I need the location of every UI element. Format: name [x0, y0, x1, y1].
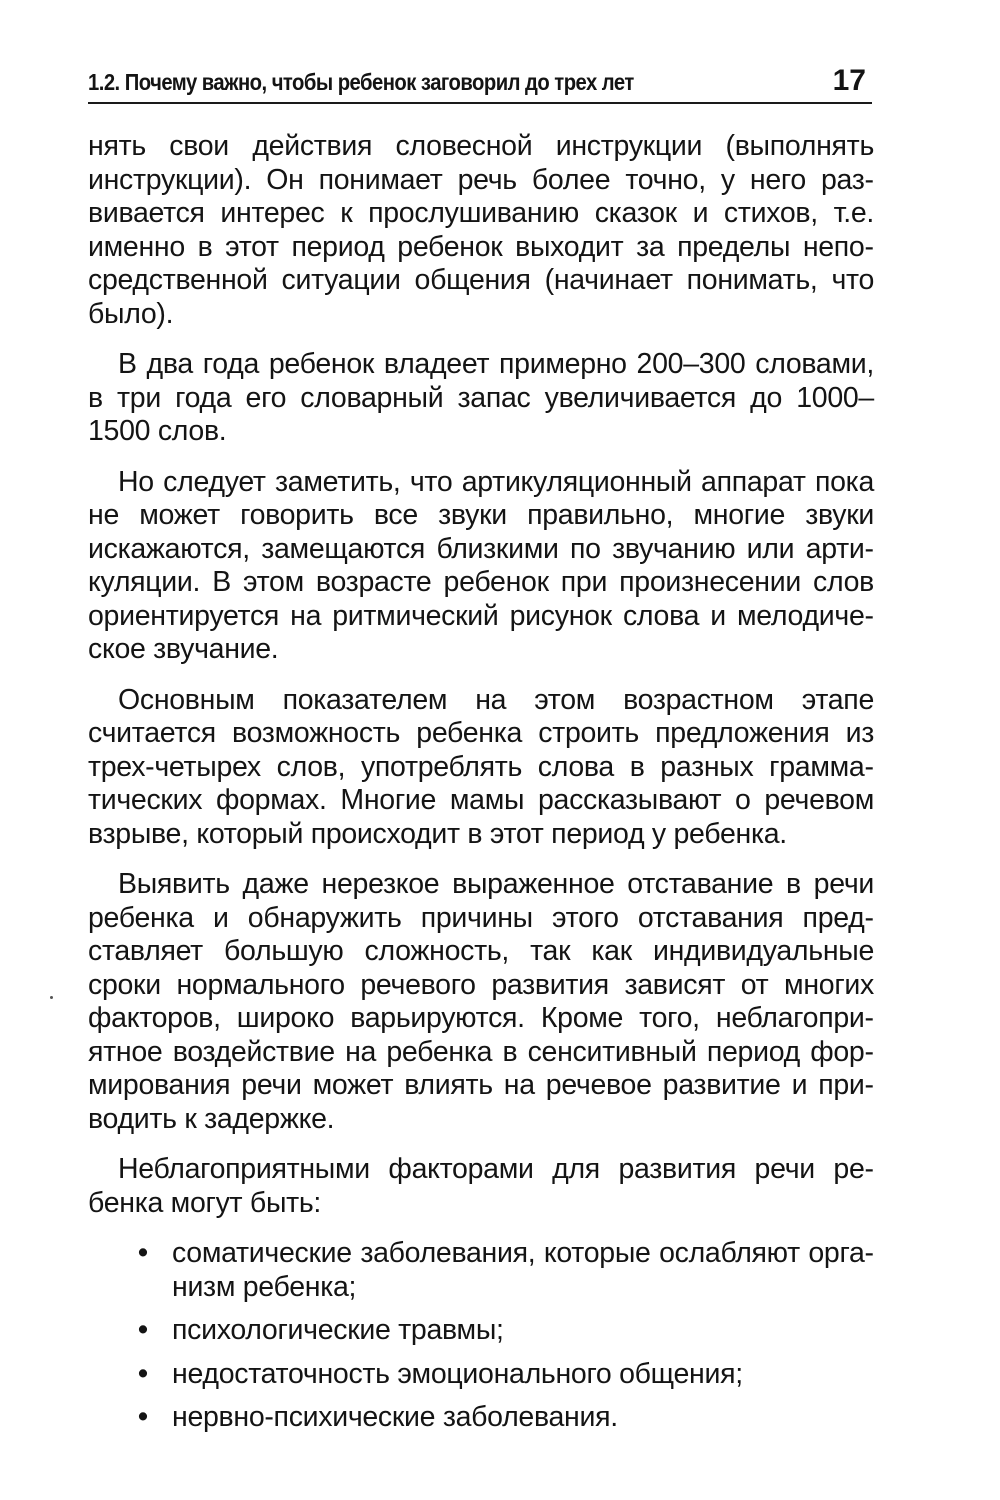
bullet-icon: • — [138, 1314, 148, 1346]
list-item-text: недостаточность эмоционального общения; — [172, 1357, 743, 1390]
list-item — [88, 1401, 874, 1435]
list-item-text: психологические травмы; — [172, 1314, 504, 1346]
paragraph: нять свои действия словесной инструкции (выполнять инструкции). Он понимает речь более точно, у него развивается интерес к прослушиванию сказок и стихов, т.е. именно в этот период ребенок выходит за пределы непосредственной ситуации общения (начинает понимать, что было). — [88, 130, 874, 330]
bullet-icon: • — [138, 1401, 148, 1433]
list-item — [88, 1237, 874, 1304]
paragraph: Выявить даже нерезкое выраженное отставание в речи ребенка и обнаружить причины этого отставания представляет большую сложность, так как индивидуальные сроки нормального речевого развития зависят от многих факторов, широко варьируются. Кроме того, неблагоприятное воздействие на ребенка в сенситивный период формирования речи может влиять на речевое развитие и приводить к задержке. — [88, 868, 874, 1135]
scan-speck — [50, 996, 53, 999]
bullet-icon: • — [138, 1357, 148, 1390]
list-item — [88, 1358, 874, 1392]
list-item-text: нервно-психические заболевания. — [172, 1401, 618, 1433]
bullet-icon: • — [138, 1237, 148, 1269]
paragraph: Но следует заметить, что артикуляционный аппарат пока не может говорить все звуки правильно, многие звуки искажаются, замещаются близкими по звучанию или артикуляции. В этом возрасте ребенок при произнесении слов ориентируется на ритмический рисунок слова и мелодическое звучание. — [88, 465, 874, 665]
body-text — [88, 130, 874, 1445]
bullet-list — [88, 1237, 874, 1435]
list-item-text: соматические заболевания, которые ослабляют организм ребенка; — [172, 1237, 874, 1303]
paragraph: Основным показателем на этом возрастном этапе считается возможность ребенка строить предложения из трех-четырех слов, употреблять слова в разных грамматических формах. Многие мамы рассказывают о речевом взрыве, который происходит в этот период у ребенка. — [88, 683, 874, 850]
paragraph: Неблагоприятными факторами для развития речи ребенка могут быть: — [88, 1153, 874, 1219]
chapter-title: 1.2. Почему важно, чтобы ребенок заговорил до трех лет — [88, 69, 634, 95]
running-header — [88, 58, 872, 104]
list-item — [88, 1314, 874, 1348]
paragraph: В два года ребенок владеет примерно 200–300 словами, в три года его словарный запас увеличивается до 1000–1500 слов. — [88, 348, 874, 447]
page-number: 17 — [832, 64, 866, 97]
